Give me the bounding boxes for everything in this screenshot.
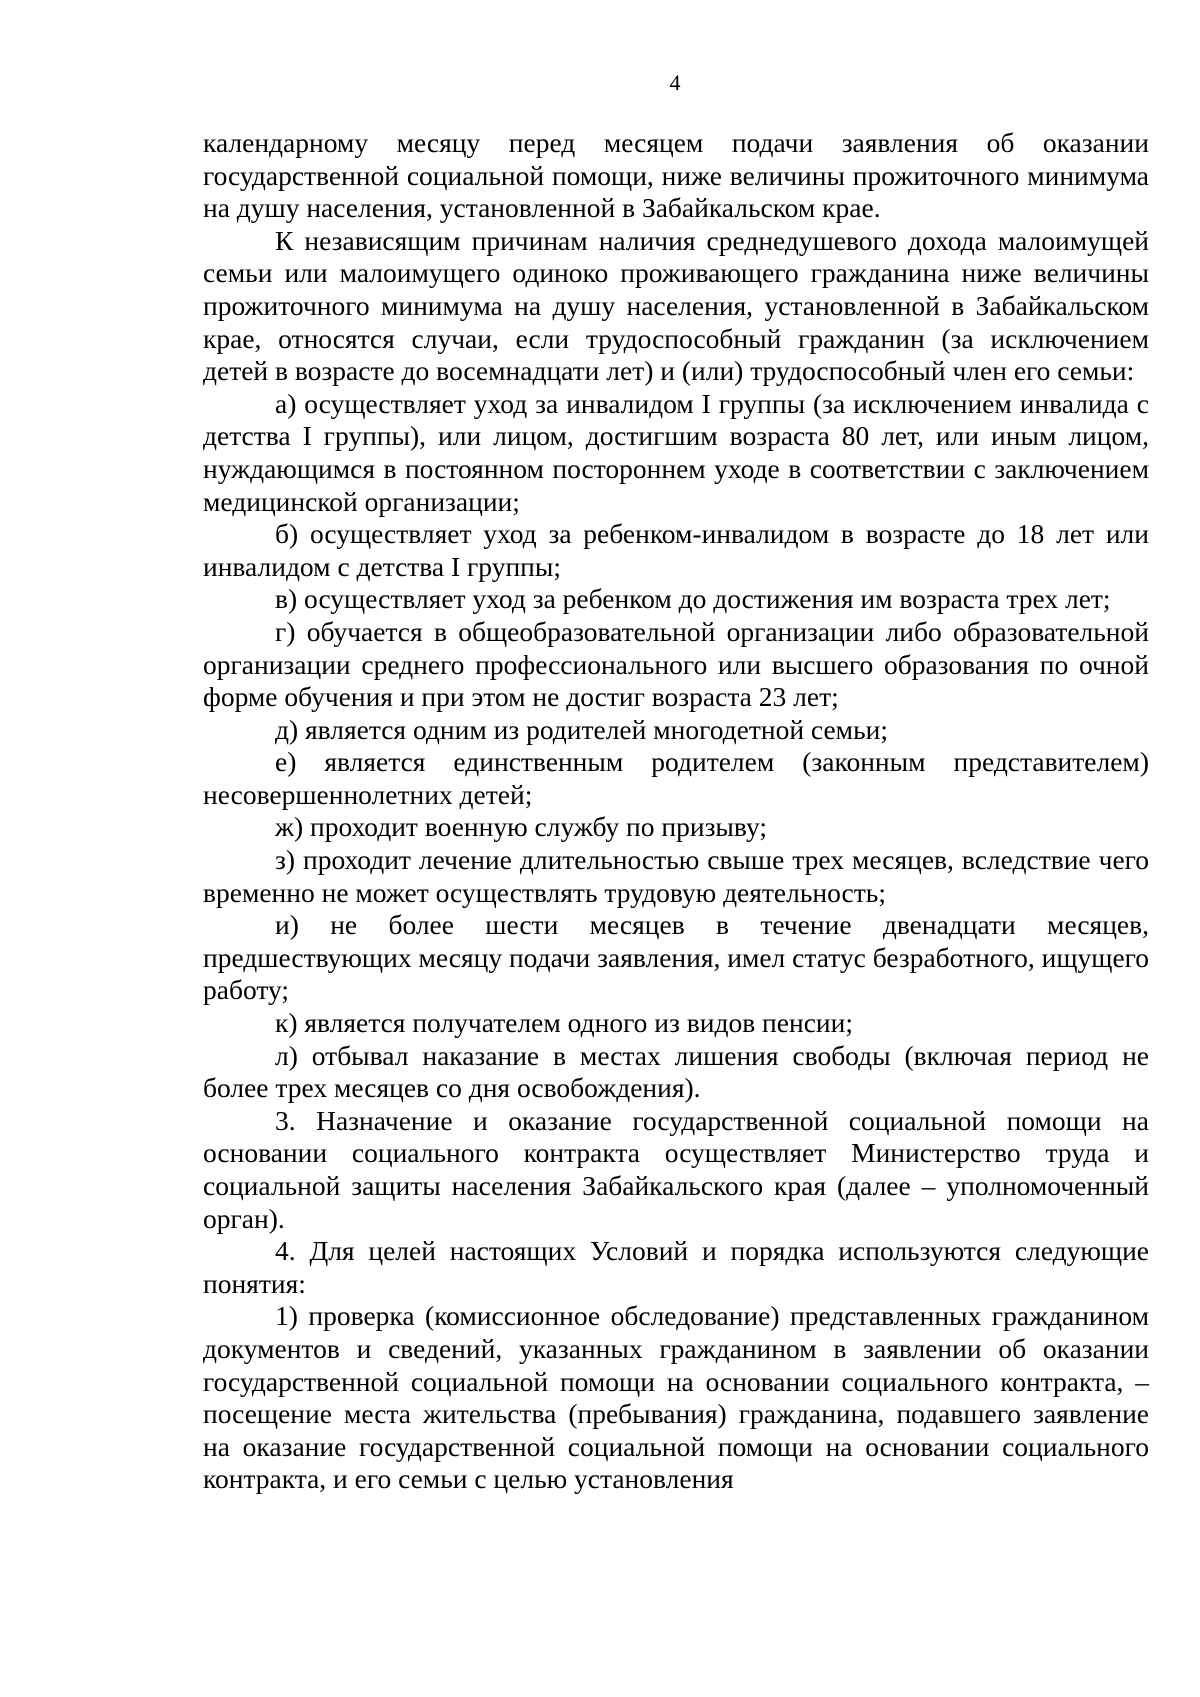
list-item-a: а) осуществляет уход за инвалидом I группы (за исключением инвалида с детства I группы), или лицом, достигшим возраста 80 лет, или иным лицом, нуждающимся в постоянном постороннем уходе в соответствии с заключением медицинской организации; (203, 387, 1149, 517)
list-item-l: л) отбывал наказание в местах лишения свободы (включая период не более трех месяцев со дня освобождения). (203, 1039, 1149, 1104)
page-number: 4 (669, 70, 681, 95)
document-body (203, 127, 1149, 1496)
list-item-z: з) проходит лечение длительностью свыше трех месяцев, вследствие чего временно не может осуществлять трудовую деятельность; (203, 844, 1149, 908)
paragraph-continuation: календарному месяцу перед месяцем подачи заявления об оказании государственной социальной помощи, ниже величины прожиточного минимума на душу населения, установленной в Забайкальском крае. (203, 127, 1149, 224)
list-item-e: е) является единственным родителем (законным представителем) несовершеннолетних детей; (203, 746, 1149, 810)
list-item-i: и) не более шести месяцев в течение двенадцати месяцев, предшествующих месяцу подачи заявления, имел статус безработного, ищущего работу; (203, 909, 1150, 1006)
list-item-k: к) является получателем одного из видов пенсии; (275, 1007, 853, 1039)
paragraph-independent-reasons: К независящим причинам наличия среднедушевого дохода малоимущей семьи или малоимущего одиноко проживающего гражданина ниже величины прожиточного минимума на душу населения, установленной в Забайкальском крае, относятся случаи, если трудоспособный гражданин (за исключением детей в возрасте до восемнадцати лет) и (или) трудоспособный член его семьи: (203, 224, 1149, 387)
list-item-b: б) осуществляет уход за ребенком-инвалидом в возрасте до 18 лет или инвалидом с детства I группы; (203, 518, 1149, 582)
section-3: 3. Назначение и оказание государственной социальной помощи на основании социального контракта осуществляет Министерство труда и социальной защиты населения Забайкальского края (далее – уполномоченный орган). (203, 1104, 1149, 1234)
list-item-v: в) осуществляет уход за ребенком до достижения им возраста трех лет; (275, 583, 1111, 615)
list-item-zh: ж) проходит военную службу по призыву; (275, 811, 767, 843)
definition-1: 1) проверка (комиссионное обследование) представленных гражданином документов и сведений, указанных гражданином в заявлении об оказании государственной социальной помощи на основании социального контракта, – посещение места жительства (пребывания) гражданина, подавшего заявление на оказание государственной социальной помощи на основании социального контракта, и его семьи с целью установления (203, 1300, 1149, 1495)
list-item-d: д) является одним из родителей многодетной семьи; (275, 713, 888, 745)
section-4: 4. Для целей настоящих Условий и порядка используются следующие понятия: (203, 1235, 1149, 1299)
list-item-g: г) обучается в общеобразовательной организации либо образовательной организации среднего профессионального или высшего образования по очной форме обучения и при этом не достиг возраста 23 лет; (203, 615, 1149, 713)
